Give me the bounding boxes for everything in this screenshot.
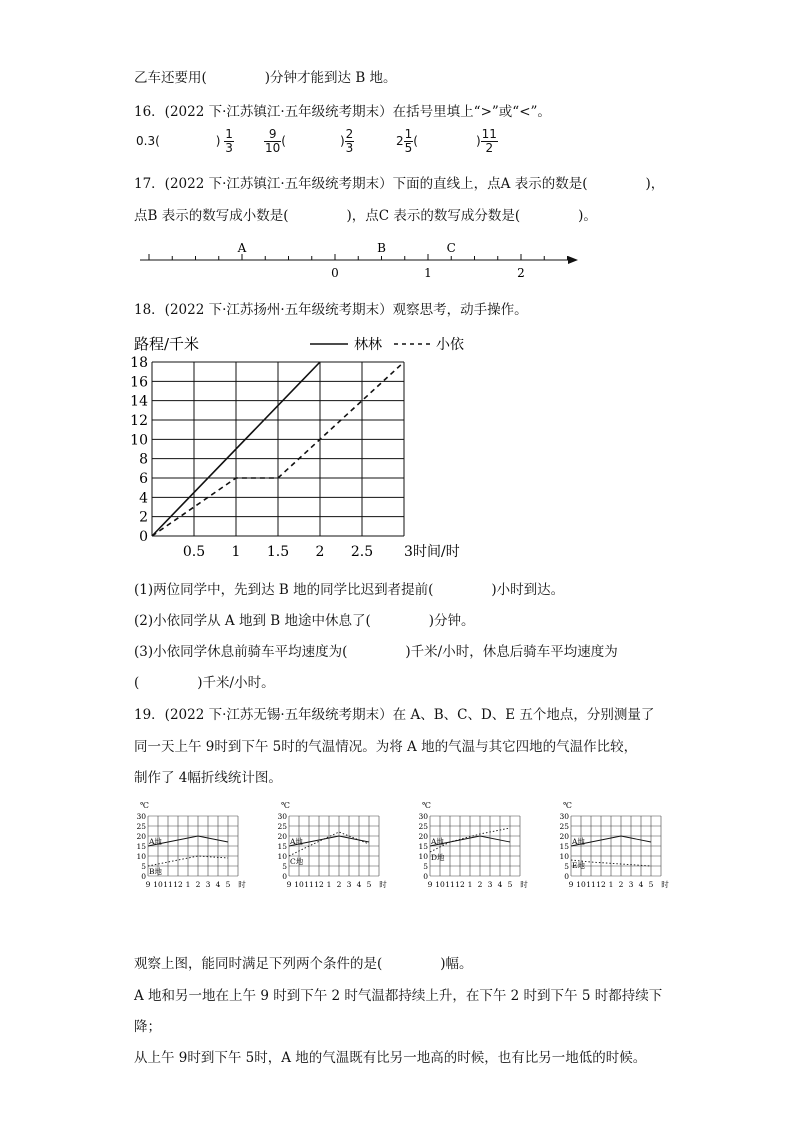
panel-x-tick: 9 <box>286 880 292 889</box>
q18-sub-2: (2)小依同学从 A 地到 B 地途中休息了( )分钟。 <box>134 613 475 629</box>
number-line-point-b: B <box>377 241 386 255</box>
panel-y-tick: 20 <box>136 832 146 841</box>
panel-x-tick: 5 <box>648 880 654 889</box>
panel-y-unit: ℃ <box>281 801 290 810</box>
panel-y-tick: 10 <box>136 852 146 861</box>
q16-expr-3: 2 $\frac{1}{5}$ ( ) $\frac{11}{2}$ <box>396 127 497 155</box>
panel-y-tick: 30 <box>277 812 287 821</box>
q19-line-1: 19．(2022 下·江苏无锡·五年级统考期末）在 A、B、C、D、E 五个地点，分别测量了 <box>134 707 655 723</box>
panel-x-tick: 4 <box>356 880 362 889</box>
panel-y-tick: 10 <box>559 852 569 861</box>
q18-sub-3: (3)小依同学休息前骑车平均速度为( )千米/小时，休息后骑车平均速度为 <box>134 644 618 660</box>
panel-y-tick: 15 <box>277 842 287 851</box>
panel-x-tick: 3 <box>346 880 352 889</box>
panel-other-label: C地 <box>290 857 304 866</box>
panel-y-unit: ℃ <box>422 801 431 810</box>
panel-x-tick: 时 <box>520 880 528 889</box>
number-line-tick-label: 1 <box>424 266 432 280</box>
panel-y-tick: 5 <box>282 862 287 871</box>
panel-x-tick: 9 <box>568 880 574 889</box>
panel-x-tick: 12 <box>596 880 606 889</box>
panel-x-tick: 时 <box>661 880 669 889</box>
x-tick-label: 2 <box>315 544 325 560</box>
q19-line-2: 同一天上午 9时到下午 5时的气温情况。为将 A 地的气温与其它四地的气温作比较， <box>134 739 638 755</box>
number-line-arrow <box>568 256 578 264</box>
panel-x-tick: 9 <box>145 880 151 889</box>
number-line <box>0 230 794 290</box>
number-line-tick-label: 0 <box>331 266 339 280</box>
panel-y-tick: 10 <box>418 852 428 861</box>
panel-x-tick: 9 <box>427 880 433 889</box>
panel-x-tick: 1 <box>608 880 614 889</box>
panel-x-tick: 10 <box>576 880 586 889</box>
panel-x-tick: 3 <box>628 880 634 889</box>
panel-x-tick: 时 <box>238 880 246 889</box>
q17-line-2: 点B 表示的数写成小数是( )，点C 表示的数写成分数是( )。 <box>134 208 597 224</box>
panel-other-label: E地 <box>572 861 585 870</box>
panel-y-tick: 25 <box>277 822 287 831</box>
panel-y-tick: 5 <box>141 862 146 871</box>
panel-y-tick: 20 <box>418 832 428 841</box>
x-tick-label: 1.5 <box>266 544 290 560</box>
y-tick-label: 2 <box>139 509 148 526</box>
panel-x-tick: 11 <box>445 880 455 889</box>
panel-x-tick: 4 <box>215 880 221 889</box>
number-line-point-a: A <box>237 241 247 255</box>
panel-y-unit: ℃ <box>563 801 572 810</box>
q18-sub-4: ( )千米/小时。 <box>134 675 275 691</box>
number-line-point-c: C <box>446 241 456 255</box>
y-tick-label: 12 <box>130 413 148 429</box>
y-tick-label: 6 <box>139 471 148 487</box>
q15-tail-line: 乙车还要用( )分钟才能到达 B 地。 <box>134 70 397 86</box>
panel-y-tick: 0 <box>282 872 287 881</box>
panel-x-tick: 11 <box>586 880 596 889</box>
q16-title: 16．(2022 下·江苏镇江·五年级统考期末）在括号里填上“>”或“<”。 <box>134 104 551 120</box>
panel-x-tick: 时 <box>379 880 387 889</box>
panel-x-tick: 4 <box>638 880 644 889</box>
q19-cond-2: 从上午 9时到下午 5时，A 地的气温既有比另一地高的时候，也有比另一地低的时候。 <box>134 1050 647 1066</box>
panel-x-tick: 12 <box>455 880 465 889</box>
distance-time-chart <box>128 330 488 560</box>
panel-x-tick: 12 <box>173 880 183 889</box>
panel-y-tick: 15 <box>136 842 146 851</box>
panel-y-tick: 15 <box>559 842 569 851</box>
panel-x-tick: 2 <box>618 880 624 889</box>
panel-y-tick: 20 <box>559 832 569 841</box>
y-tick-label: 0 <box>139 529 148 545</box>
panel-x-tick: 10 <box>435 880 445 889</box>
x-axis-label: 时间/时 <box>413 544 460 560</box>
panel-x-tick: 11 <box>304 880 314 889</box>
x-tick-label: 1 <box>231 544 241 560</box>
legend-label-xiaoyi: 小依 <box>436 337 464 353</box>
panel-y-tick: 25 <box>418 822 428 831</box>
panel-y-tick: 25 <box>559 822 569 831</box>
x-tick-label: 0.5 <box>182 544 206 560</box>
y-tick-label: 14 <box>130 393 148 410</box>
panel-x-tick: 2 <box>336 880 342 889</box>
panel-y-tick: 5 <box>423 862 428 871</box>
q16-expr-1: 0.3( ) $\frac{1}{3}$ <box>136 127 233 155</box>
y-tick-label: 8 <box>139 451 148 468</box>
panel-a-label: A地 <box>431 837 444 846</box>
panel-x-tick: 2 <box>195 880 201 889</box>
panel-y-tick: 0 <box>141 872 146 881</box>
legend-label-linlin: 林林 <box>354 337 382 353</box>
panel-x-tick: 5 <box>507 880 513 889</box>
panel-y-tick: 30 <box>559 812 569 821</box>
panel-x-tick: 2 <box>477 880 483 889</box>
panel-other-label: B地 <box>149 867 163 876</box>
panel-y-unit: ℃ <box>140 801 149 810</box>
panel-x-tick: 4 <box>497 880 503 889</box>
panel-x-tick: 1 <box>326 880 332 889</box>
q17-line-1: 17．(2022 下·江苏镇江·五年级统考期末）下面的直线上，点A 表示的数是( )， <box>134 176 665 192</box>
panel-y-tick: 20 <box>277 832 287 841</box>
q19-cond-1a: A 地和另一地在上午 9 时到下午 2 时气温都持续上升，在下午 2 时到下午 5 时都持续下 <box>134 988 663 1004</box>
y-tick-label: 4 <box>139 490 148 507</box>
q19-line-3: 制作了 4幅折线统计图。 <box>134 770 282 786</box>
panel-x-tick: 10 <box>294 880 304 889</box>
panel-a-label: A地 <box>572 837 585 846</box>
q19-question: 观察上图，能同时满足下列两个条件的是( )幅。 <box>134 956 473 972</box>
panel-x-tick: 1 <box>185 880 191 889</box>
panel-x-tick: 12 <box>314 880 324 889</box>
panel-x-tick: 11 <box>163 880 173 889</box>
q19-cond-1b: 降； <box>134 1019 161 1035</box>
panel-x-tick: 10 <box>153 880 163 889</box>
y-tick-label: 18 <box>130 355 148 371</box>
panel-other-label: D地 <box>431 853 445 862</box>
panel-y-tick: 15 <box>418 842 428 851</box>
panel-y-tick: 30 <box>418 812 428 821</box>
panel-x-tick: 3 <box>487 880 493 889</box>
panel-x-tick: 5 <box>225 880 231 889</box>
x-tick-label: 3 <box>404 544 413 560</box>
panel-y-tick: 10 <box>277 852 287 861</box>
q16-expr-2: $\frac{9}{10}$ ( ) $\frac{2}{3}$ <box>265 127 354 155</box>
panel-x-tick: 5 <box>366 880 372 889</box>
panel-y-tick: 30 <box>136 812 146 821</box>
number-line-tick-label: 2 <box>517 266 525 280</box>
temperature-charts <box>128 796 728 906</box>
panel-x-tick: 3 <box>205 880 211 889</box>
panel-y-tick: 25 <box>136 822 146 831</box>
panel-x-tick: 1 <box>467 880 473 889</box>
panel-a-label: A地 <box>290 837 303 846</box>
q18-sub-1: (1)两位同学中，先到达 B 地的同学比迟到者提前( )小时到达。 <box>134 582 565 598</box>
x-tick-label: 2.5 <box>350 544 374 560</box>
y-tick-label: 10 <box>130 432 148 449</box>
y-tick-label: 16 <box>130 374 148 391</box>
panel-y-tick: 0 <box>564 872 569 881</box>
q18-title: 18．(2022 下·江苏扬州·五年级统考期末）观察思考，动手操作。 <box>134 302 528 318</box>
y-axis-label: 路程/千米 <box>134 335 200 353</box>
panel-y-tick: 0 <box>423 872 428 881</box>
panel-y-tick: 5 <box>564 862 569 871</box>
panel-a-label: A地 <box>149 837 162 846</box>
